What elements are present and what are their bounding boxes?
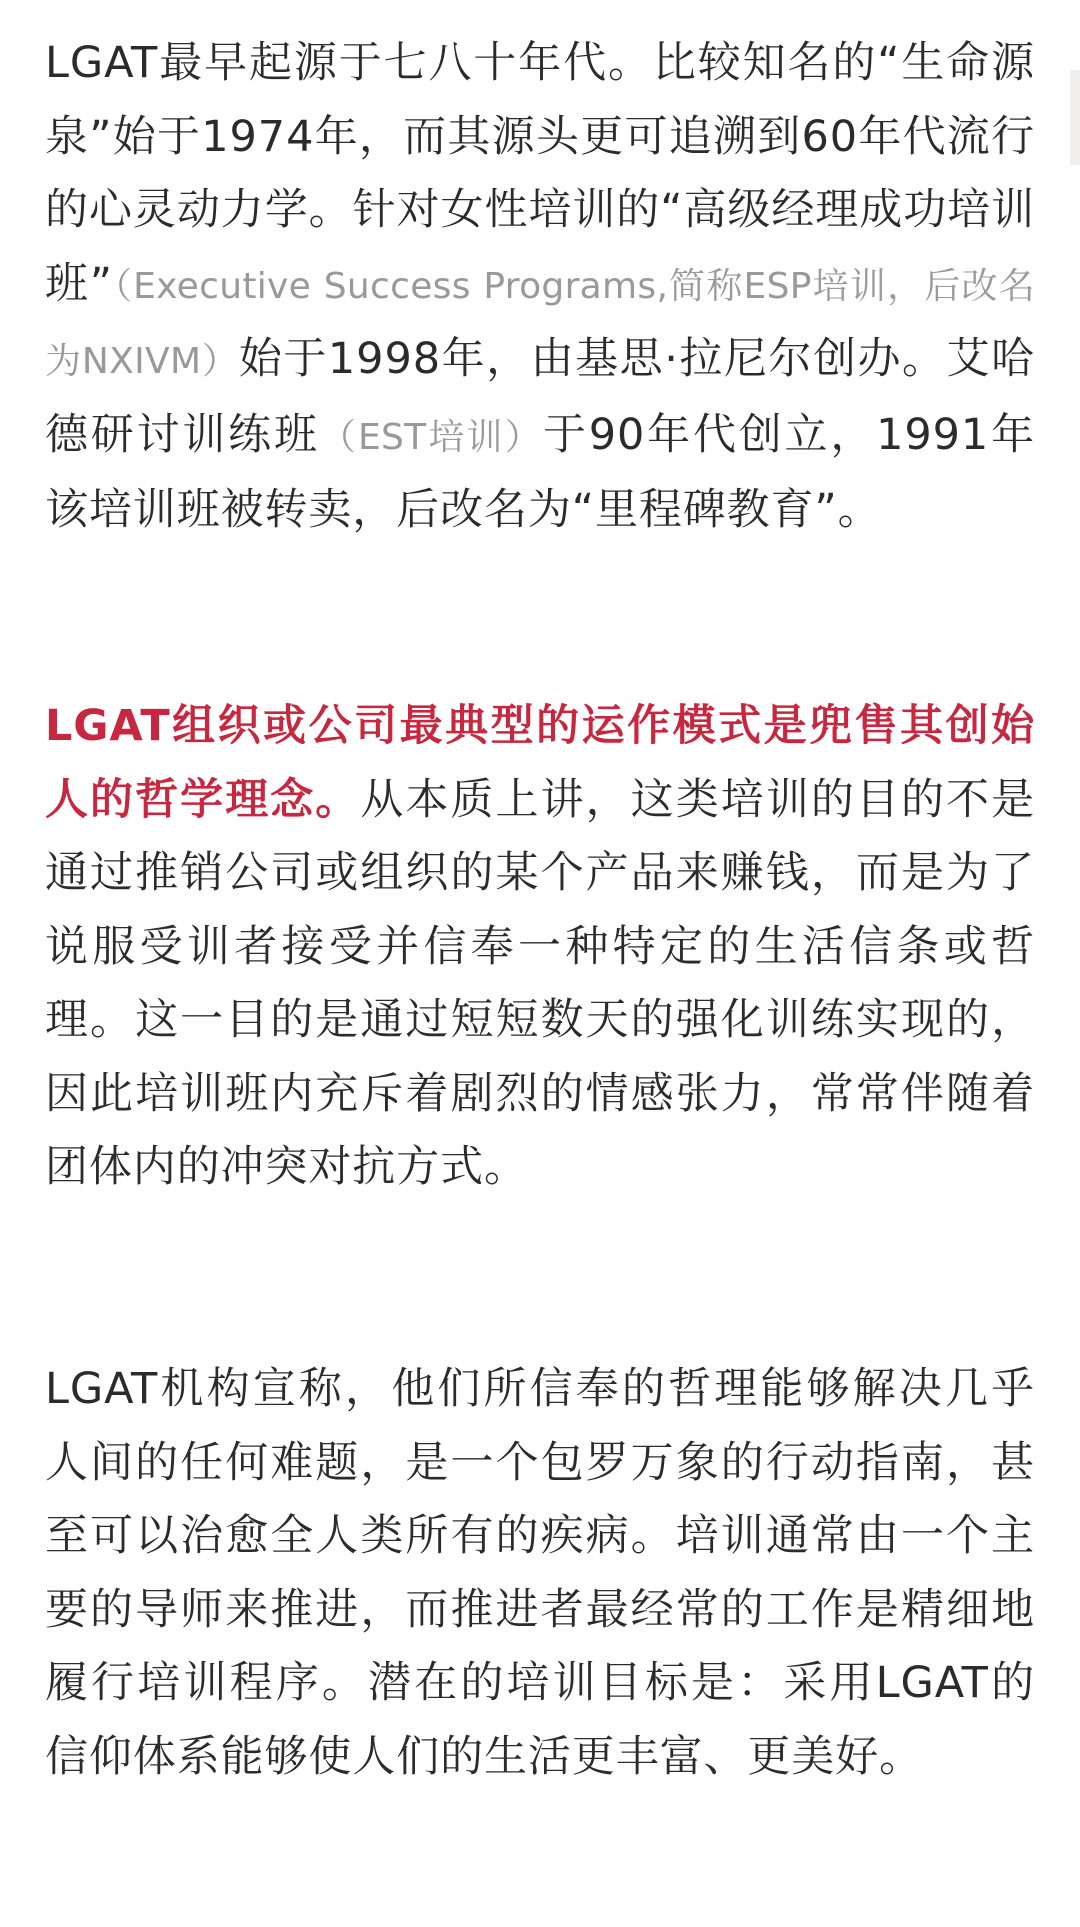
paragraph-text: 于90年代创立，1991年该培训班被转卖，后改名为“里程碑教育”。 <box>45 409 1035 535</box>
parenthetical-note: （EST培训） <box>319 416 543 458</box>
parenthetical-note: （Executive Success Programs,简称ESP培训，后改名为NXIVM） <box>45 265 1036 382</box>
scroll-edge-indicator <box>1070 70 1080 165</box>
paragraph-lgat-history <box>45 27 1035 548</box>
highlighted-sentence: LGAT组织或公司最典型的运作模式是兜售其创始人的哲学理念。 <box>45 701 1035 825</box>
paragraph-text: 始于1998年，由基思·拉尼尔创办。艾哈德研讨训练班 <box>45 334 1035 460</box>
paragraph-lgat-claims <box>45 1353 1035 1794</box>
paragraph-operating-model <box>45 690 1035 1205</box>
paragraph-text: 从本质上讲，这类培训的目的不是通过推销公司或组织的某个产品来赚钱，而是为了说服受训者接受并信奉一种特定的生活信条或哲理。这一目的是通过短短数天的强化训练实现的，因此培训班内充斥着剧烈的情感张力，常常伴随着团体内的冲突对抗方式。 <box>45 774 1035 1192</box>
paragraph-text: LGAT机构宣称，他们所信奉的哲理能够解决几乎人间的任何难题，是一个包罗万象的行动指南，甚至可以治愈全人类所有的疾病。培训通常由一个主要的导师来推进，而推进者最经常的工作是精细地履行培训程序。潜在的培训目标是：采用LGAT的信仰体系能够使人们的生活更丰富、更美好。 <box>45 1364 1035 1782</box>
paragraph-text: LGAT最早起源于七八十年代。比较知名的“生命源泉”始于1974年，而其源头更可追溯到60年代流行的心灵动力学。针对女性培训的“高级经理成功培训班” <box>45 38 1035 309</box>
